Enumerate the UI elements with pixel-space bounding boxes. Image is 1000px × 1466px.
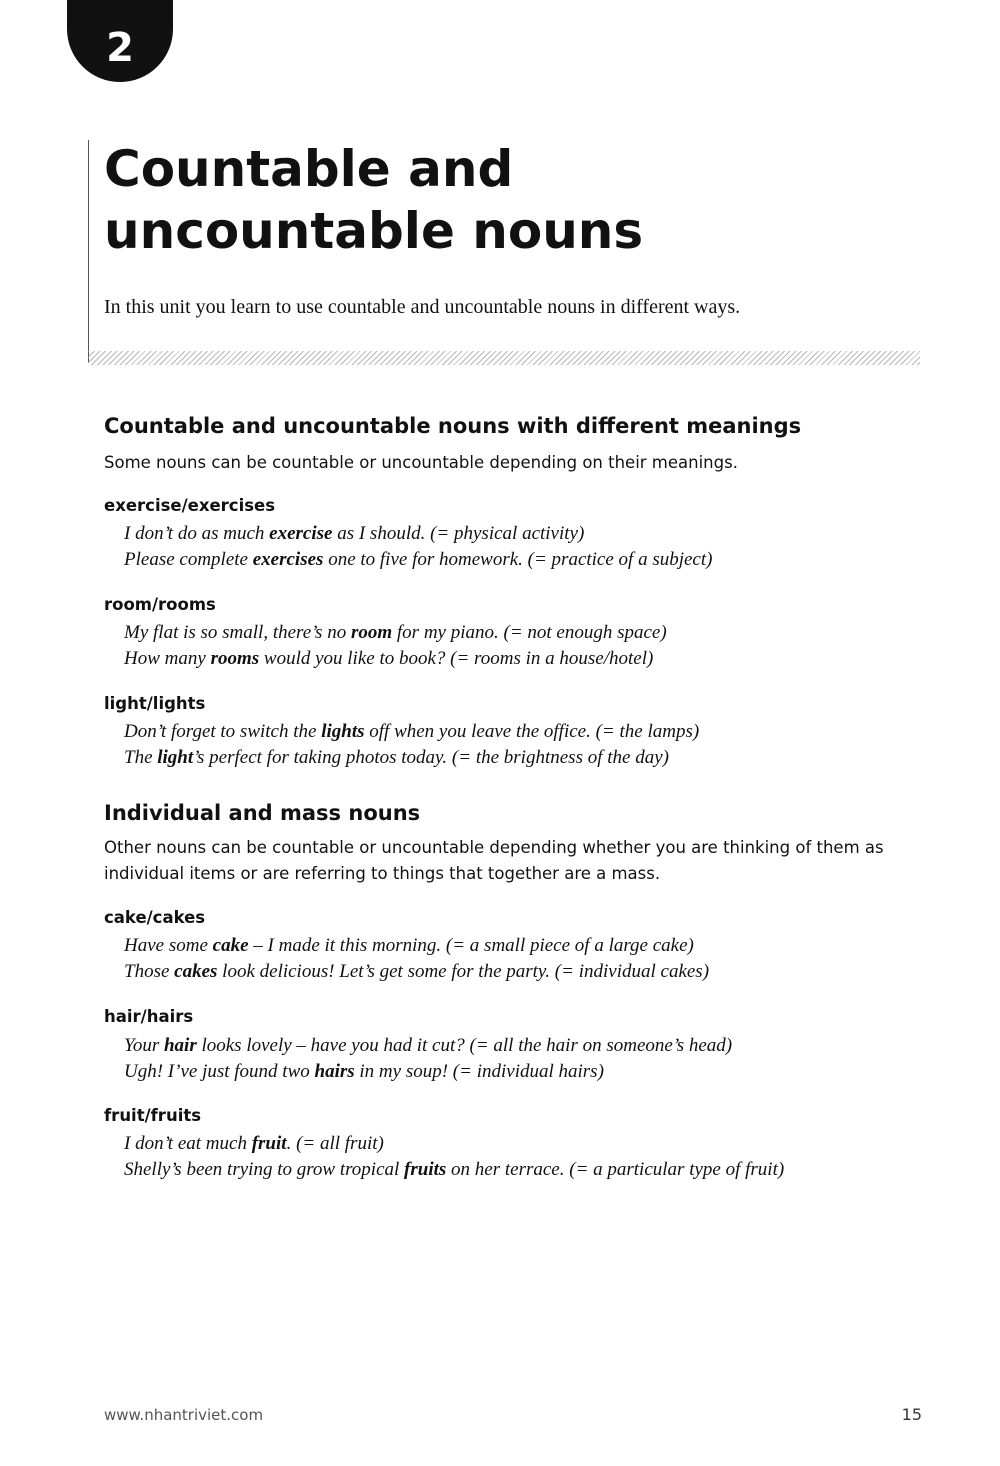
section-text: Some nouns can be countable or uncountable depending on their meanings. bbox=[104, 453, 738, 472]
pair-heading: exercise/exercises bbox=[104, 496, 276, 515]
key-noun: cakes bbox=[174, 961, 218, 982]
example-sentence: Don’t forget to switch the lights off when you leave the office. (= the lamps) bbox=[124, 721, 700, 742]
section-heading: Countable and uncountable nouns with different meanings bbox=[104, 414, 802, 438]
example-sentence: How many rooms would you like to book? (= rooms in a house/hotel) bbox=[124, 648, 654, 669]
section-heading: Individual and mass nouns bbox=[104, 801, 421, 825]
footer-url: www.nhantriviet.com bbox=[104, 1406, 264, 1424]
example-sentence: Have some cake – I made it this morning. (= a small piece of a large cake) bbox=[124, 935, 694, 956]
pair-heading: hair/hairs bbox=[104, 1007, 194, 1026]
key-noun: rooms bbox=[210, 648, 260, 669]
key-noun: exercises bbox=[252, 549, 324, 570]
key-noun: lights bbox=[321, 721, 365, 742]
unit-intro: In this unit you learn to use countable and uncountable nouns in different ways. bbox=[104, 296, 741, 318]
example-sentence: My flat is so small, there’s no room for my piano. (= not enough space) bbox=[124, 622, 667, 643]
example-sentence: I don’t eat much fruit. (= all fruit) bbox=[124, 1133, 384, 1154]
section-text: Other nouns can be countable or uncountable depending whether you are thinking of them as individual items or are referring to things that together are a mass. bbox=[104, 838, 884, 883]
example-sentence: I don’t do as much exercise as I should. (= physical activity) bbox=[124, 523, 585, 544]
example-sentence: Your hair looks lovely – have you had it cut? (= all the hair on someone’s head) bbox=[124, 1035, 733, 1056]
unit-number-badge bbox=[67, 0, 173, 82]
pair-heading: room/rooms bbox=[104, 595, 216, 614]
example-sentence: Those cakes look delicious! Let’s get some for the party. (= individual cakes) bbox=[124, 961, 710, 982]
key-noun: room bbox=[350, 622, 393, 643]
key-noun: cake bbox=[212, 935, 249, 956]
key-noun: hair bbox=[163, 1035, 197, 1056]
example-sentence: Shelly’s been trying to grow tropical fruits on her terrace. (= a particular type of fruit) bbox=[124, 1159, 785, 1180]
key-noun: exercise bbox=[269, 523, 333, 544]
hatched-divider bbox=[88, 351, 920, 365]
pair-heading: fruit/fruits bbox=[104, 1106, 202, 1125]
example-sentence: Ugh! I’ve just found two hairs in my soup! (= individual hairs) bbox=[124, 1061, 604, 1082]
key-noun: fruits bbox=[404, 1159, 447, 1180]
example-sentence: Please complete exercises one to five for homework. (= practice of a subject) bbox=[124, 549, 713, 570]
key-noun: hairs bbox=[314, 1061, 355, 1082]
pair-heading: cake/cakes bbox=[104, 908, 206, 927]
example-sentence: The light’s perfect for taking photos today. (= the brightness of the day) bbox=[124, 747, 669, 768]
title-rule bbox=[88, 140, 89, 362]
page-number: 15 bbox=[901, 1405, 922, 1424]
key-noun: light bbox=[157, 747, 194, 768]
unit-number: 2 bbox=[106, 25, 134, 71]
key-noun: fruit bbox=[251, 1133, 287, 1154]
pair-heading: light/lights bbox=[104, 694, 206, 713]
unit-title: Countable and uncountable nouns bbox=[104, 140, 644, 260]
